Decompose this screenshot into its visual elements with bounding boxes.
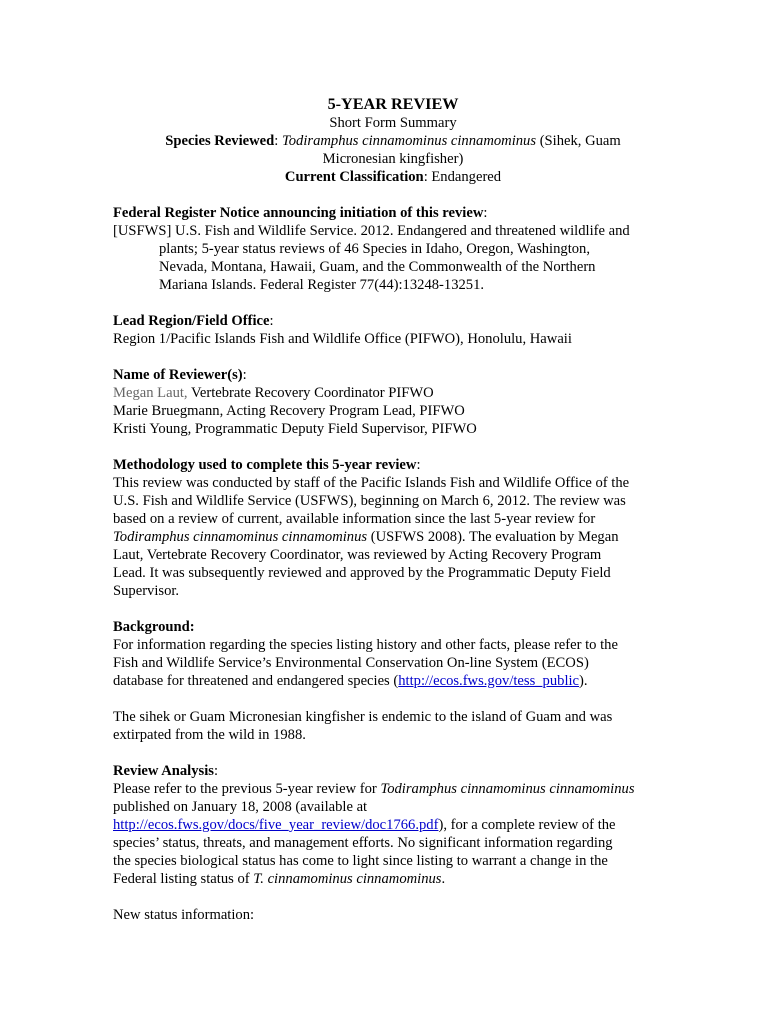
review-analysis-line: published on January 18, 2008 (available at [113,799,368,815]
species-common-name-2: Micronesian kingfisher) [322,151,464,167]
methodology-line: Laut, Vertebrate Recovery Coordinator, was reviewed by Acting Recovery Program [113,547,602,563]
reviewer-3: Kristi Young, Programmatic Deputy Field Supervisor, PIFWO [113,421,477,437]
page-title: 5-YEAR REVIEW [327,95,459,113]
methodology-line: Supervisor. [113,583,180,599]
federal-register-line: Nevada, Montana, Hawaii, Guam, and the Commonwealth of the Northern [159,259,596,275]
ecos-link[interactable]: http://ecos.fws.gov/tess_public [398,673,580,689]
methodology-line: This review was conducted by staff of the Pacific Islands Fish and Wildlife Office of the [113,475,630,491]
background-line: The sihek or Guam Micronesian kingfisher is endemic to the island of Guam and was [113,709,613,725]
background-line: database for threatened and endangered species (http://ecos.fws.gov/tess_public). [113,673,588,689]
classification-label: Current Classification [284,169,424,185]
new-status-info: New status information: [113,907,255,923]
methodology-line: Todiramphus cinnamominus cinnamominus (USFWS 2008). The evaluation by Megan [113,529,619,545]
background-line: extirpated from the wild in 1988. [113,727,306,743]
species-scientific-name: Todiramphus cinnamominus cinnamominus [281,133,537,149]
lead-region-text: Region 1/Pacific Islands Fish and Wildlife Office (PIFWO), Honolulu, Hawaii [113,331,572,347]
classification-value: Endangered [431,169,502,185]
federal-register-line: plants; 5-year status reviews of 46 Species in Idaho, Oregon, Washington, [159,241,591,257]
reviewer-1 [113,384,673,402]
methodology-heading: Methodology used to complete this 5-year review: [113,457,421,473]
review-analysis-line: the species biological status has come to light since listing to warrant a change in the [113,853,608,869]
five-year-review-link[interactable]: http://ecos.fws.gov/docs/five_year_review/doc1766.pdf [113,817,439,833]
reviewer-1-name: Megan Laut, [113,385,188,401]
species-label: Species Reviewed [165,133,275,149]
document-page [113,94,673,924]
reviewer-2: Marie Bruegmann, Acting Recovery Program Lead, PIFWO [113,403,465,419]
reviewer-1-role: Vertebrate Recovery Coordinator PIFWO [187,385,434,401]
federal-register-line: [USFWS] U.S. Fish and Wildlife Service. 2012. Endangered and threatened wildlife and [113,223,630,239]
species-reviewed: Species Reviewed: Todiramphus cinnamominus cinnamominus (Sihek, Guam [165,133,621,149]
review-analysis-line: species’ status, threats, and management efforts. No significant information regarding [113,835,613,851]
background-line: For information regarding the species listing history and other facts, please refer to the [113,637,618,653]
review-analysis-line: http://ecos.fws.gov/docs/five_year_review/doc1766.pdf), for a complete review of the [113,817,616,833]
species-common-name-1: (Sihek, Guam [539,133,621,149]
current-classification: Current Classification: Endangered [284,169,502,185]
federal-register-line: Mariana Islands. Federal Register 77(44):13248-13251. [159,277,485,293]
review-analysis-line: Federal listing status of T. cinnamominus cinnamominus. [113,871,446,887]
lead-region-heading: Lead Region/Field Office: [113,313,274,329]
methodology-line: U.S. Fish and Wildlife Service (USFWS), beginning on March 6, 2012. The review was [113,493,626,509]
background-heading: Background: [113,619,195,635]
methodology-line: Lead. It was subsequently reviewed and approved by the Programmatic Deputy Field [113,565,611,581]
methodology-line: based on a review of current, available information since the last 5-year review for [113,511,596,527]
review-analysis-line: Please refer to the previous 5-year review for Todiramphus cinnamominus cinnamominus [113,781,635,797]
federal-register-heading: Federal Register Notice announcing initiation of this review: [113,205,488,221]
background-line: Fish and Wildlife Service’s Environmental Conservation On-line System (ECOS) [113,655,589,671]
subtitle: Short Form Summary [329,115,457,131]
review-analysis-heading: Review Analysis: [113,763,219,779]
reviewers-heading: Name of Reviewer(s): [113,367,247,383]
